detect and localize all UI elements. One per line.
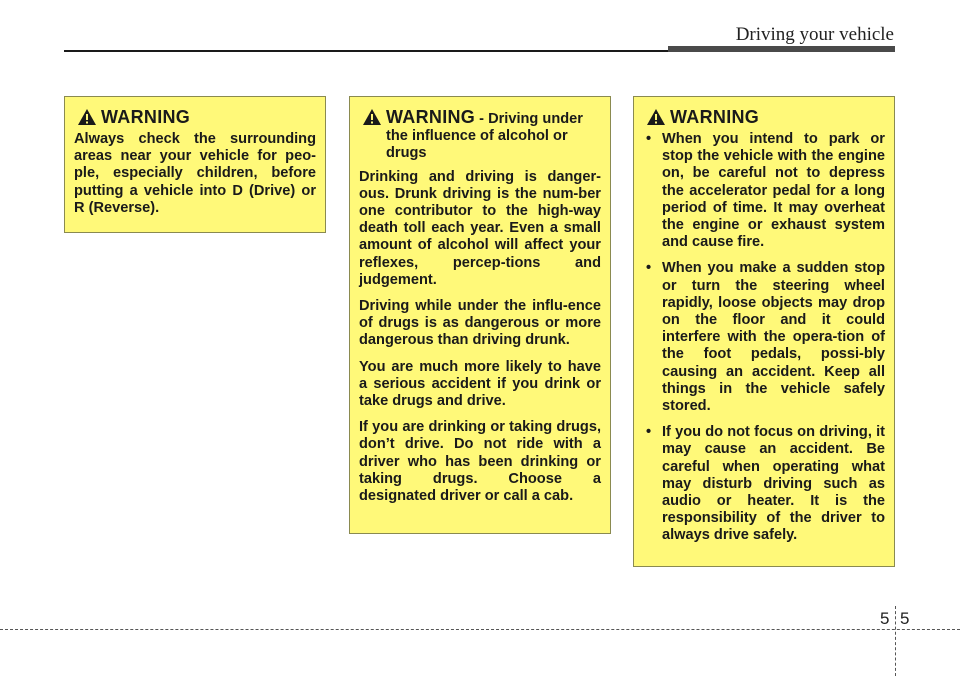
warning-box-alcohol-drugs xyxy=(349,96,611,534)
warning-paragraph: If you are drinking or taking drugs, don’t drive. Do not ride with a driver who has been drinking or taking drugs. Choose a designated driver or call a cab. xyxy=(359,419,601,505)
warning-subtitle: - Driving under xyxy=(475,111,583,127)
warning-paragraph: You are much more likely to have a serious accident if you drink or take drugs and drive. xyxy=(359,358,601,410)
warning-text: Always check the surrounding areas near your vehicle for peo-ple, especially children, before putting a vehicle into D (Drive) or R (Reverse). xyxy=(74,131,316,216)
warning-subtitle-continued: the influence of alcohol or drugs xyxy=(386,128,568,162)
warning-box-parking-focus xyxy=(633,96,895,567)
header-rule-thin xyxy=(64,50,668,52)
warning-triangle-icon xyxy=(362,108,382,126)
list-item-text: When you make a sudden stop or turn the steering wheel rapidly, loose objects may drop on the floor and it could interfere with the opera-tion of the foot pedals, possi-bly causing an accident. Keep all things in the vehicle safely stored. xyxy=(662,260,885,415)
page-number-section: 5 xyxy=(880,609,890,628)
warning-paragraph: Driving while under the influ-ence of drugs is as dangerous or more dangerous than driving drunk. xyxy=(359,298,601,349)
page-number-page: 5 xyxy=(900,609,910,628)
bullet-icon: • xyxy=(646,424,652,441)
warning-triangle-icon xyxy=(646,108,666,126)
warning-box-surroundings xyxy=(64,96,326,233)
page-header-title: Driving your vehicle xyxy=(735,24,894,45)
warning-title: WARNING xyxy=(670,107,760,127)
list-item-text: When you intend to park or stop the vehicle with the engine on, be careful not to depress the accelerator pedal for a long period of time. It may overheat the engine or exhaust system and cause fire. xyxy=(662,131,885,251)
warning-header xyxy=(643,107,885,127)
footer-rule xyxy=(0,629,960,630)
page-number-separator xyxy=(895,606,896,676)
warning-header xyxy=(359,107,601,128)
warning-bullet-list xyxy=(643,131,885,545)
warning-header xyxy=(74,107,316,127)
bullet-icon: • xyxy=(646,131,652,147)
list-item xyxy=(643,131,885,251)
warning-title: WARNING xyxy=(386,107,476,127)
warning-paragraph: Drinking and driving is danger-ous. Drunk driving is the num-ber one contributor to the high-way death toll each year. Even a small amount of alcohol will affect your reflexes, percep-tions and judgement. xyxy=(359,168,601,288)
warning-title: WARNING xyxy=(101,107,191,127)
warning-triangle-icon xyxy=(77,108,97,126)
list-item xyxy=(643,260,885,415)
list-item xyxy=(643,424,885,544)
header-rule-thick xyxy=(668,46,895,52)
bullet-icon: • xyxy=(646,260,652,277)
list-item-text: If you do not focus on driving, it may cause an accident. Be careful when operating what may disturb driving such as audio or heater. It is the responsibility of the driver to always drive safely. xyxy=(662,424,885,544)
